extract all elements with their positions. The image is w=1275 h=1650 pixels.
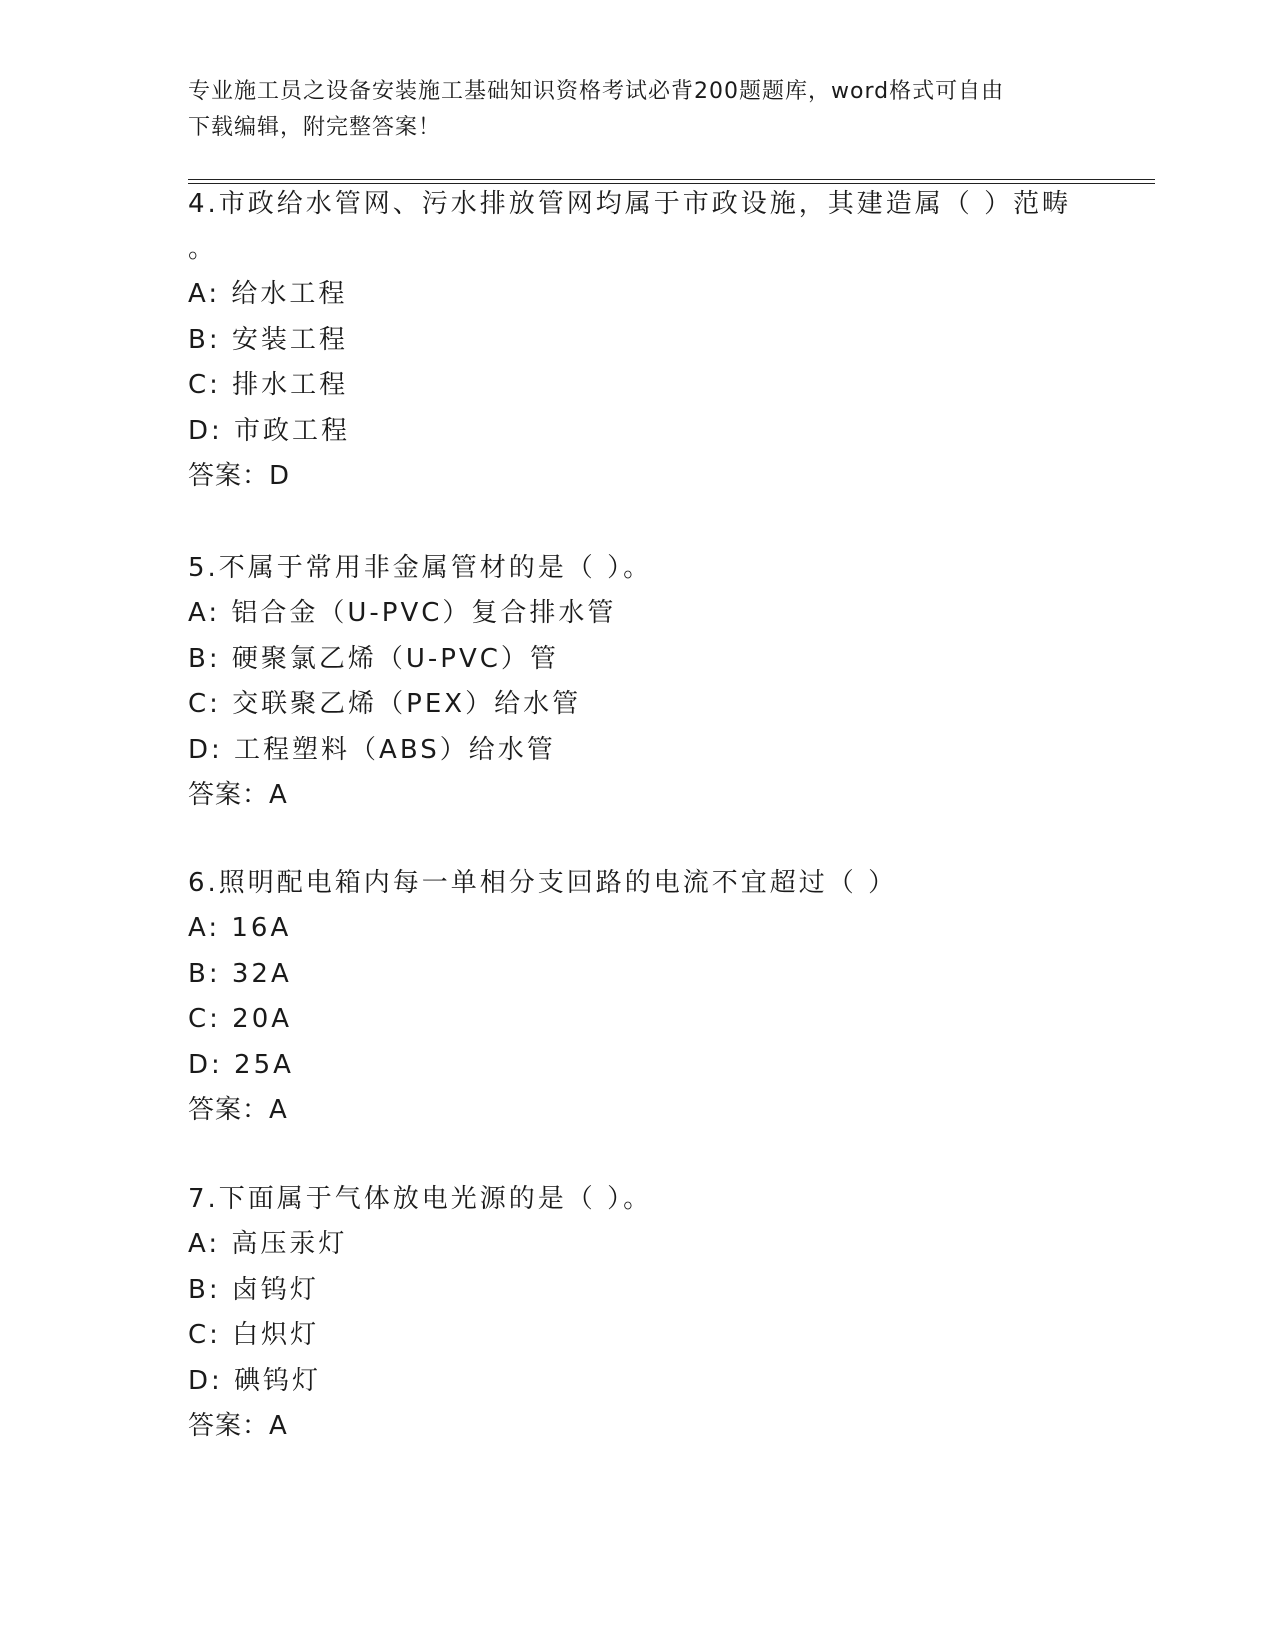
option-a: A: 高压汞灯	[188, 1229, 348, 1259]
option-d: D: 工程塑料（ABS）给水管	[188, 734, 556, 765]
question-stem: 4.市政给水管网、污水排放管网均属于市政设施，其建造属（ ）范畴	[188, 189, 1072, 219]
header-line-1: 专业施工员之设备安装施工基础知识资格考试必背200题题库，word格式可自由	[188, 79, 1005, 104]
option-c: C: 白炽灯	[188, 1320, 320, 1350]
question-stem: 6.照明配电箱内每一单相分支回路的电流不宜超过（ ）	[188, 868, 898, 898]
answer: 答案：D	[188, 461, 291, 491]
answer: 答案：A	[188, 1411, 288, 1441]
question-stem: 7.下面属于气体放电光源的是（ ）。	[188, 1184, 653, 1214]
question-block	[188, 546, 1088, 818]
option-b: B: 卤钨灯	[188, 1274, 319, 1305]
question-stem: 5.不属于常用非金属管材的是（ ）。	[188, 553, 653, 583]
question-block	[188, 861, 1088, 1133]
option-c: C: 20A	[188, 1004, 293, 1034]
option-c: C: 排水工程	[188, 370, 349, 400]
answer: 答案：A	[188, 1095, 288, 1125]
option-d: D: 25A	[188, 1049, 294, 1080]
option-d: D: 市政工程	[188, 415, 351, 446]
header-divider-top	[188, 179, 1155, 180]
document-header	[188, 74, 1088, 146]
option-a: A: 铝合金（U-PVC）复合排水管	[188, 598, 617, 628]
option-b: B: 安装工程	[188, 324, 348, 355]
option-d: D: 碘钨灯	[188, 1365, 322, 1396]
option-b: B: 32A	[188, 958, 292, 989]
question-block	[188, 1177, 1088, 1449]
question-block	[188, 182, 1088, 499]
option-a: A: 给水工程	[188, 279, 348, 309]
option-b: B: 硬聚氯乙烯（U-PVC）管	[188, 643, 559, 674]
option-a: A: 16A	[188, 913, 292, 943]
question-stem-continuation: 。	[188, 234, 218, 264]
option-c: C: 交联聚乙烯（PEX）给水管	[188, 689, 582, 719]
header-line-2: 下载编辑，附完整答案！	[188, 115, 442, 140]
answer: 答案：A	[188, 780, 288, 810]
